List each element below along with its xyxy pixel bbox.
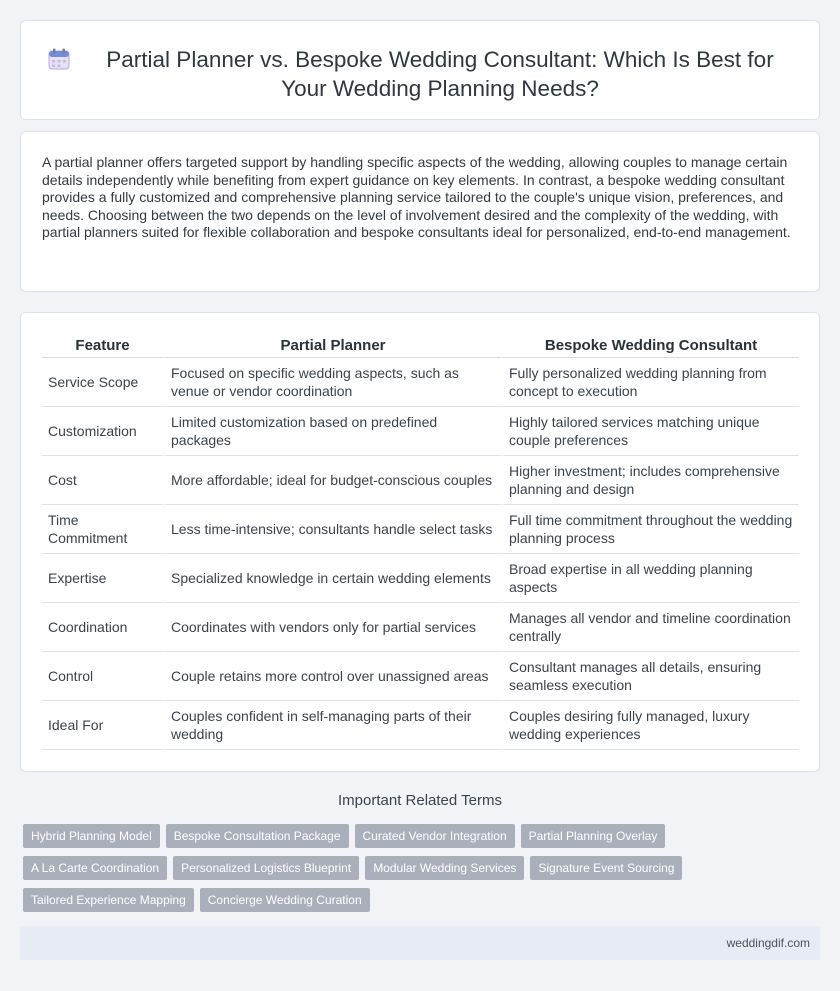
partial-planner-cell: More affordable; ideal for budget-conscious couples bbox=[163, 456, 501, 505]
footer bbox=[20, 926, 820, 960]
comparison-table-card bbox=[20, 312, 820, 772]
related-term-tag[interactable]: Bespoke Consultation Package bbox=[166, 824, 349, 848]
feature-cell: Cost bbox=[42, 456, 163, 505]
bespoke-consultant-cell: Higher investment; includes comprehensive planning and design bbox=[501, 456, 799, 505]
bespoke-consultant-cell: Highly tailored services matching unique couple preferences bbox=[501, 407, 799, 456]
related-term-tag[interactable]: Concierge Wedding Curation bbox=[200, 888, 370, 912]
feature-cell: Ideal For bbox=[42, 701, 163, 750]
table-row bbox=[42, 652, 799, 701]
bespoke-consultant-cell: Couples desiring fully managed, luxury wedding experiences bbox=[501, 701, 799, 750]
related-term-tag[interactable]: Curated Vendor Integration bbox=[355, 824, 515, 848]
partial-planner-cell: Couples confident in self-managing parts of their wedding bbox=[163, 701, 501, 750]
related-term-tag[interactable]: Partial Planning Overlay bbox=[521, 824, 666, 848]
header-partial-planner: Partial Planner bbox=[163, 335, 501, 358]
summary-card bbox=[20, 131, 820, 292]
related-term-tag[interactable]: Personalized Logistics Blueprint bbox=[173, 856, 359, 880]
summary-text: A partial planner offers targeted support by handling specific aspects of the wedding, allowing couples to manage certain details independently while benefiting from expert guidance on key elements. In contrast, a bespoke wedding consultant provides a fully customized and comprehensive planning service tailored to the couple's unique vision, preferences, and needs. Choosing between the two depends on the level of involvement desired and the complexity of the wedding, with partial planners suited for flexible collaboration and bespoke consultants ideal for personalized, end-to-end management. bbox=[42, 154, 791, 241]
table-row bbox=[42, 358, 799, 407]
title-card bbox=[20, 20, 820, 120]
related-term-tag[interactable]: A La Carte Coordination bbox=[23, 856, 167, 880]
related-term-tag[interactable]: Modular Wedding Services bbox=[365, 856, 524, 880]
partial-planner-cell: Specialized knowledge in certain wedding elements bbox=[163, 554, 501, 603]
related-term-tag[interactable]: Hybrid Planning Model bbox=[23, 824, 160, 848]
bespoke-consultant-cell: Consultant manages all details, ensuring seamless execution bbox=[501, 652, 799, 701]
feature-cell: Service Scope bbox=[42, 358, 163, 407]
table-row bbox=[42, 456, 799, 505]
feature-cell: Expertise bbox=[42, 554, 163, 603]
related-terms-list bbox=[23, 824, 818, 920]
feature-cell: Coordination bbox=[42, 603, 163, 652]
table-row bbox=[42, 603, 799, 652]
bespoke-consultant-cell: Broad expertise in all wedding planning aspects bbox=[501, 554, 799, 603]
table-row bbox=[42, 701, 799, 750]
partial-planner-cell: Coordinates with vendors only for partial services bbox=[163, 603, 501, 652]
related-term-tag[interactable]: Signature Event Sourcing bbox=[530, 856, 682, 880]
related-term-tag[interactable]: Tailored Experience Mapping bbox=[23, 888, 194, 912]
feature-cell: Customization bbox=[42, 407, 163, 456]
header-feature: Feature bbox=[42, 335, 163, 358]
page-title: Partial Planner vs. Bespoke Wedding Consultant: Which Is Best for Your Wedding Planning Needs? bbox=[106, 47, 774, 101]
partial-planner-cell: Couple retains more control over unassigned areas bbox=[163, 652, 501, 701]
table-row bbox=[42, 505, 799, 554]
partial-planner-cell: Limited customization based on predefined packages bbox=[163, 407, 501, 456]
feature-cell: Time Commitment bbox=[42, 505, 163, 554]
bespoke-consultant-cell: Fully personalized wedding planning from concept to execution bbox=[501, 358, 799, 407]
bespoke-consultant-cell: Manages all vendor and timeline coordination centrally bbox=[501, 603, 799, 652]
partial-planner-cell: Focused on specific wedding aspects, such as venue or vendor coordination bbox=[163, 358, 501, 407]
feature-cell: Control bbox=[42, 652, 163, 701]
related-terms-title: Important Related Terms bbox=[338, 792, 502, 809]
partial-planner-cell: Less time-intensive; consultants handle select tasks bbox=[163, 505, 501, 554]
table-row bbox=[42, 407, 799, 456]
comparison-table bbox=[42, 335, 799, 750]
table-row bbox=[42, 554, 799, 603]
bespoke-consultant-cell: Full time commitment throughout the wedding planning process bbox=[501, 505, 799, 554]
footer-site-link[interactable]: weddingdif.com bbox=[726, 936, 810, 950]
table-header-row bbox=[42, 335, 799, 358]
header-bespoke-consultant: Bespoke Wedding Consultant bbox=[501, 335, 799, 358]
